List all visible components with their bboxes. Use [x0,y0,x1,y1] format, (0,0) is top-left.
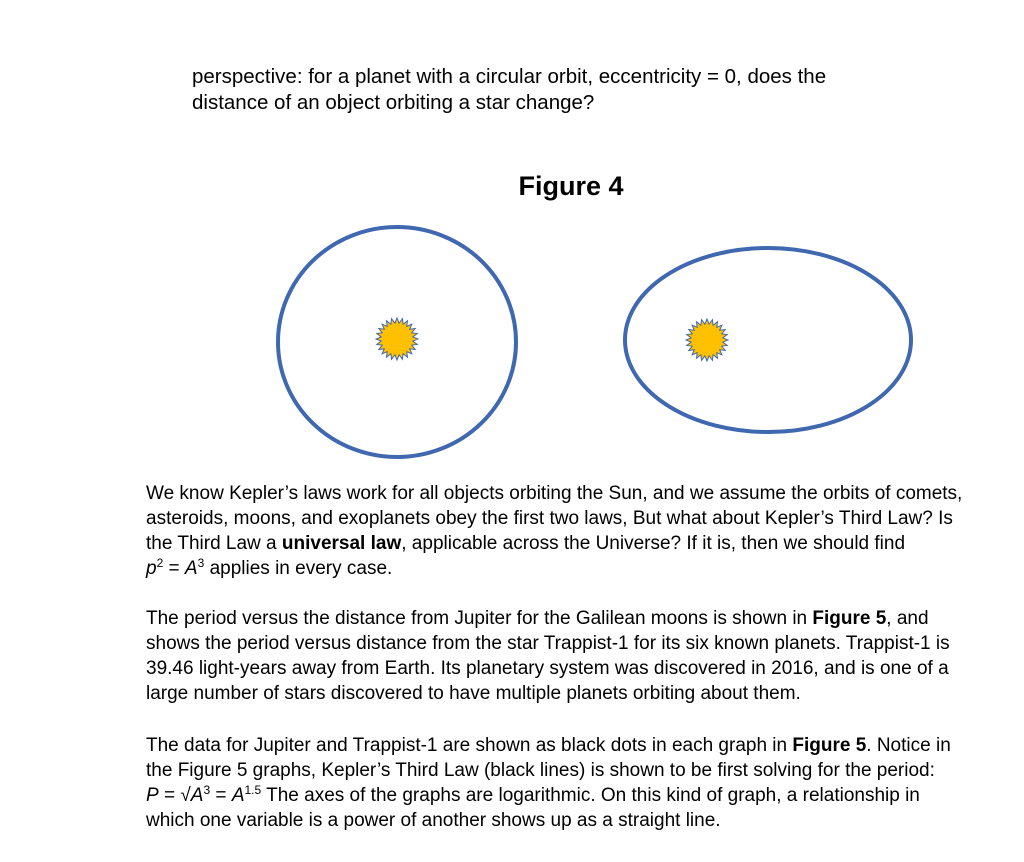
orbit-figure [0,215,1024,470]
paragraph-figure-5-data: The data for Jupiter and Trappist-1 are shown as black dots in each graph in Figure 5. Notice in the Figure 5 graphs, Kepler’s Third Law (black lines) is shown to be first solving for the period: $P = √A^3 = A^{1.5}$ The axes of the graphs are logarithmic. On this kind of graph, a relationship in which one variable is a power of another shows up as a straight line. [146,735,951,831]
elliptical-orbit [625,248,911,432]
figure-5-reference: Figure 5 [812,608,887,629]
universal-law-term: universal law [281,533,402,554]
star-icon [686,319,728,361]
star-icon [376,318,418,360]
intro-line-2: distance of an object orbiting a star change? [192,91,595,114]
figure-5-reference: Figure 5 [792,735,867,756]
figure-title: Figure 4 [518,171,624,201]
intro-text [192,64,952,116]
intro-line-1: perspective: for a planet with a circular orbit, eccentricity = 0, does the [192,65,827,88]
paragraph-galilean-trappist: The period versus the distance from Jupiter for the Galilean moons is shown in Figure 5, and shows the period versus distance from the star Trappist-1 for its six known planets. Trappist-1 is 39.46 light-years away from Earth. Its planetary system was discovered in 2016, and is one of a large number of stars discovered to have multiple planets orbiting about them. [146,608,950,704]
paragraph-universal-law: We know Kepler’s laws work for all objects orbiting the Sun, and we assume the orbits of comets, asteroids, moons, and exoplanets obey the first two laws, But what about Kepler’s Third Law? Is the Third Law a universal law, applicable across the Universe? If it is, then we should find $p^2 = A^3$ applies in every case. [146,483,963,579]
